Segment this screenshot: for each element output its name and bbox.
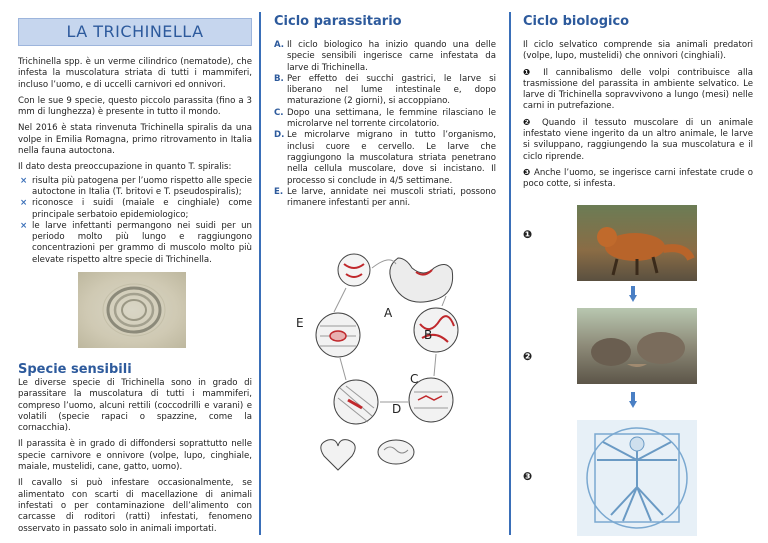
column-left [18,0,252,543]
paragraph-text: Il ciclo selvatico comprende sia animali predatori (volpe, lupo, mustelidi) che onnivori (cinghiali). [523,40,753,62]
biologico-paragraph [523,168,753,191]
step-text: Le microlarve migrano in tutto l’organismo, inclusi cuore e cervello. Le larve che raggiungono la muscolatura striata penetrano nella cellula muscolare, dove si incistano. Il processo si conclude in 4/5 settimane. [287,130,496,186]
list-item [274,74,496,108]
column-middle [274,0,496,543]
paragraph-text: Il cannibalismo delle volpi contribuisce alla trasmissione del parassita in ambiente selvatico. Le larve di Trichinella sopravvivono a lungo (mesi) nelle carni in putrefazione. [523,67,753,112]
intro-paragraph: Nel 2016 è stata rinvenuta Trichinella spiralis da una volpe in Emilia Romagna, primo ritrovamento in Italia nella fauna autoctona. [18,123,252,157]
biologico-paragraph [523,118,753,163]
section-heading-ciclo-biologico: Ciclo biologico [523,14,630,29]
wild-boar-photo [577,308,697,384]
bullet-cross-icon: × [20,220,28,231]
biologico-paragraph [523,40,753,63]
coiled-larva-image [78,272,186,348]
brain-icon [378,440,414,464]
intro-section [18,57,252,266]
step-letter: C. [274,107,284,118]
step-letter: B. [274,73,284,84]
intro-paragraph: Trichinella spp. è un verme cilindrico (nematode), che infesta la muscolatura striata di tutti i mammiferi, incluso l’uomo, e di uccelli carnivori ed onnivori. [18,57,252,90]
parasite-cycle-diagram [286,240,496,538]
page-title: LA TRICHINELLA [18,18,252,46]
intro-paragraph: Con le sue 9 specie, questo piccolo parassita (fino a 3 mm di lunghezza) è presente in tutto il mondo. [18,95,252,118]
down-arrow-icon [629,392,637,408]
vitruvian-man-image [577,420,697,536]
bullet-list [18,176,252,266]
list-item [274,130,496,186]
step-text: Dopo una settimana, le femmine rilasciano le microlarve nel torrente circolatorio. [287,107,496,130]
sensibili-section [18,378,252,540]
number-one-icon: ❶ [523,228,533,241]
number-one-icon: ❶ [523,67,536,78]
intro-paragraph: Il dato desta preoccupazione in quanto T. spiralis: [18,162,232,173]
list-item [18,221,252,266]
bullet-text: risulta più patogena per l’uomo rispetto alle specie autoctone in Italia (T. britovi e T. pseudospiralis); [32,175,252,197]
diagram-label-B: B [424,328,433,342]
biologico-section [523,40,753,196]
diagram-label-A: A [384,306,393,320]
bullet-text: le larve infettanti permangono nei suidi per un periodo molto più lungo e raggiungono concentrazioni per grammo di muscolo molto più elevate rispetto altre specie di Trichinella. [32,220,252,265]
column-divider [259,12,261,535]
bullet-cross-icon: × [20,175,28,186]
step-letter: A. [274,40,285,50]
step-letter: E. [274,186,284,197]
cycle-steps-list [274,40,496,209]
bullet-cross-icon: × [20,198,28,209]
step-text: Le larve, annidate nei muscoli striati, possono rimanere infestanti per anni. [287,186,496,209]
list-item [274,187,496,210]
sensibili-paragraph: Il cavallo si può infestare occasionalmente, se alimentato con scarti di macellazione di animali infestati o per contaminazione dell’alimento con carcasse di roditori (ratti) infestati, fenomeno osservato in passato solo in animali importati. [18,478,252,534]
list-item [274,40,496,74]
bullet-text: riconosce i suidi (maiale e cinghiale) come principale serbatoio epidemiologico; [32,198,252,220]
list-item [18,176,252,199]
paragraph-text: Quando il tessuto muscolare di un animale infestato viene ingerito da un altro animale, le larve si sviluppano, raggiungendo la sua muscolatura e il ciclo riprende. [523,117,754,162]
fox-photo [577,205,697,281]
stomach-icon [390,258,453,302]
column-divider [509,12,511,535]
section-heading-specie-sensibili: Specie sensibili [18,362,132,377]
meat-circle-icon [338,254,370,286]
heart-icon [321,440,355,470]
number-three-icon: ❸ [523,167,531,178]
step-text: Il ciclo biologico ha inizio quando una delle specie sensibili ingerisce carne infestata da larve di Trichinella. [287,40,496,73]
sensibili-paragraph: Il parassita è in grado di diffondersi soprattutto nelle specie carnivore e onnivore (volpe, lupo, cinghiale, maiale, mustelidi, cane, gatto, uomo). [18,439,252,473]
down-arrow-icon [629,286,637,302]
column-right [523,0,753,543]
paragraph-text: Anche l’uomo, se ingerisce carni infestate crude o poco cotte, si infesta. [523,167,754,190]
diagram-label-E: E [296,316,304,330]
step-letter: D. [274,130,285,141]
step-text: Per effetto dei succhi gastrici, le larve si liberano nel lume intestinale e, dopo maturazione (2 giorni), si accoppiano. [287,73,496,107]
sensibili-paragraph: Le diverse specie di Trichinella sono in grado di parassitare la muscolatura di tutti i mammiferi, compreso l’uomo, alcuni rettili (coccodrilli e varani) e volatili (specie rapaci o spazzine, come la cornacchia). [18,378,252,434]
intestine-circle-icon [414,308,458,352]
biologico-paragraph [523,68,753,113]
section-heading-ciclo-parassitario: Ciclo parassitario [274,14,402,29]
trichinella-larva-photo [78,272,186,348]
number-two-icon: ❷ [523,350,533,363]
list-item [18,198,252,221]
number-three-icon: ❸ [523,470,533,483]
list-item [274,108,496,131]
diagram-label-D: D [392,402,402,416]
number-two-icon: ❷ [523,117,535,128]
diagram-label-C: C [410,372,419,386]
